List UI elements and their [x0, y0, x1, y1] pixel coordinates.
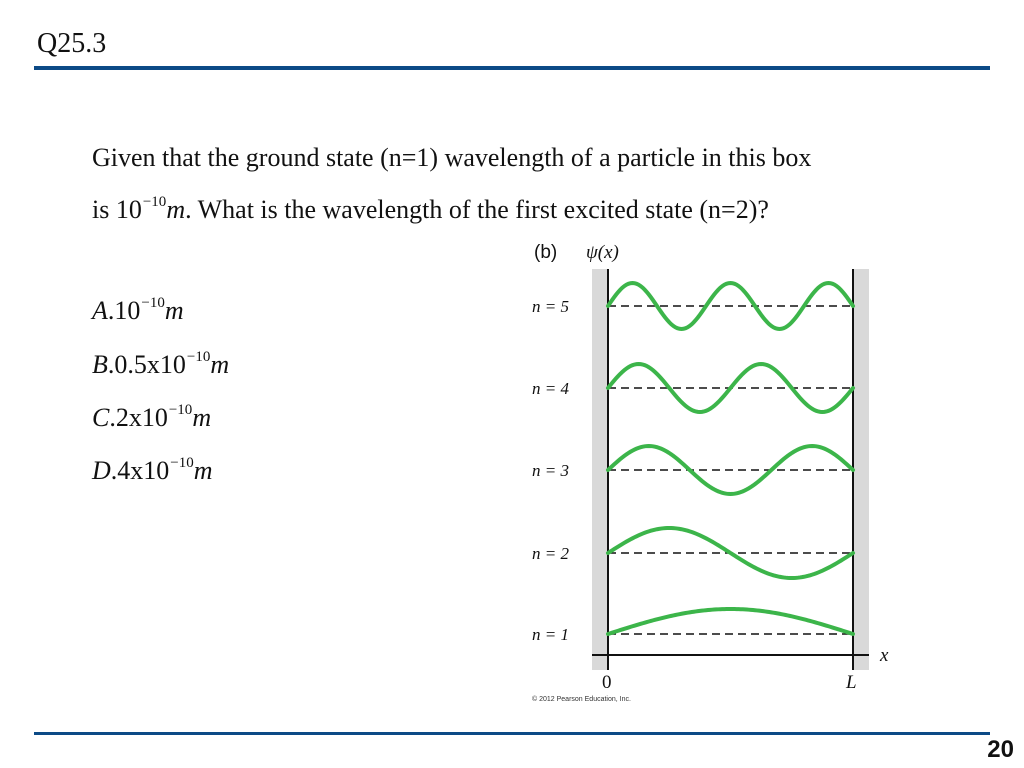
answer-exponent: −10: [170, 455, 194, 471]
x-tick-right: L: [846, 672, 857, 693]
wavefunction-figure: [520, 236, 900, 706]
answer-unit: m: [164, 296, 184, 325]
answer-coefficient: 4x10: [117, 456, 170, 485]
x-tick-left: 0: [602, 672, 612, 693]
title-divider: [34, 66, 990, 70]
level-label-n3: n = 3: [532, 461, 569, 480]
answer-option-b[interactable]: $B.0.5x10^{-10}m$: [92, 349, 230, 379]
question-line-2: [92, 195, 769, 225]
answer-letter: C: [92, 403, 110, 432]
answer-unit: m: [193, 456, 213, 485]
panel-label: (b): [534, 242, 558, 263]
answer-option-d[interactable]: $D.4x10^{-10}m$: [92, 455, 213, 485]
question-suffix: . What is the wavelength of the first excited state (n=2)?: [185, 195, 769, 224]
slide-title: Q25.3: [37, 28, 107, 59]
question-prefix: is 10: [92, 195, 142, 224]
answer-coefficient: 0.5x10: [114, 350, 186, 379]
answer-unit: m: [192, 403, 212, 432]
answer-exponent: −10: [141, 295, 165, 311]
answer-letter: D: [92, 456, 111, 485]
footer-divider: [34, 732, 990, 735]
answer-option-a[interactable]: $A.10^{-10}m$: [92, 295, 184, 325]
energy-levels: [532, 283, 853, 644]
level-label-n5: n = 5: [532, 297, 569, 316]
answer-letter: A: [92, 296, 108, 325]
answer-exponent: −10: [168, 402, 193, 418]
question-line-1: Given that the ground state (n=1) wavelength of a particle in this box: [92, 143, 812, 172]
answer-coefficient: 2x10: [115, 403, 168, 432]
right-wall: [853, 269, 869, 670]
question-exponent: −10: [142, 194, 167, 210]
question-unit: m: [166, 195, 186, 224]
answer-unit: m: [210, 350, 230, 379]
answer-letter: B: [92, 350, 108, 379]
x-axis-label: x: [880, 645, 889, 666]
wavefunction-n1: [608, 609, 853, 634]
level-label-n1: n = 1: [532, 625, 569, 644]
page-number: 20: [987, 736, 1014, 763]
answer-exponent: −10: [186, 349, 211, 365]
answer-option-c[interactable]: $C.2x10^{-10}m$: [92, 402, 212, 432]
y-axis-label: ψ(x): [586, 242, 619, 263]
answer-coefficient: 10: [114, 296, 141, 325]
left-wall: [592, 269, 608, 670]
copyright: © 2012 Pearson Education, Inc.: [532, 696, 631, 703]
level-label-n4: n = 4: [532, 379, 569, 398]
level-label-n2: n = 2: [532, 544, 569, 563]
